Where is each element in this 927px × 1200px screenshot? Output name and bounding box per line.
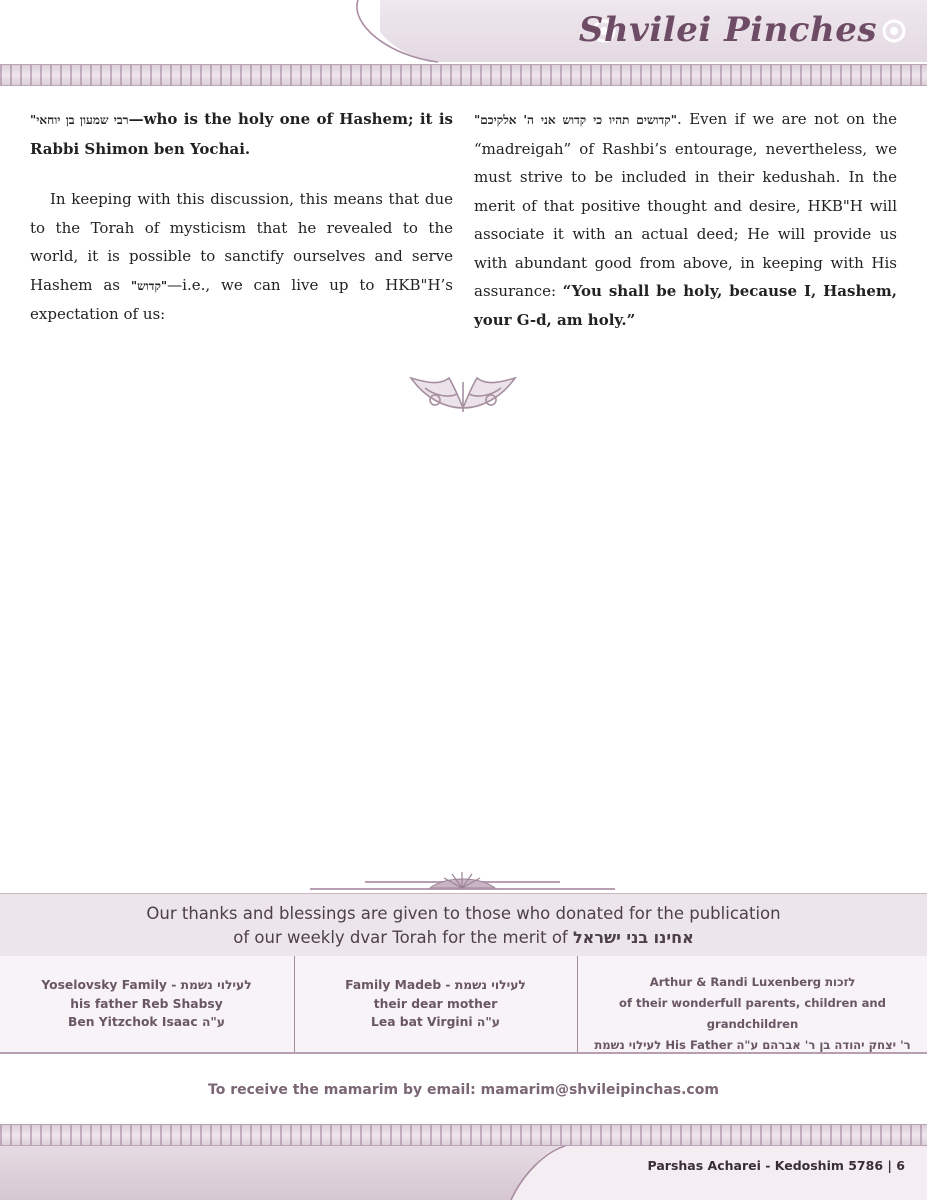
sponsor-line: Yoselovsky Family - לעילוי נשמת — [41, 978, 252, 992]
body-text: In keeping with this discussion, this means that due to the Torah of mysticism that he revealed to the world, it is possible to sanctify ourselves and serve Hashem as — [30, 190, 453, 294]
article-column-right — [474, 105, 897, 334]
email-info: To receive the mamarim by email: mamarim@shvileipinchas.com — [208, 1082, 719, 1098]
body-text: —i.e., we can live up to HKB"H’s expectation of us: — [30, 275, 453, 323]
thanks-line — [0, 928, 927, 947]
sponsor-line: Family Madeb - לעילוי נשמת — [345, 978, 526, 992]
hebrew-quote: "קדושים תהיו כי קדוש אני ה' אלקיכם" — [474, 113, 677, 127]
hebrew-quote: "רבי שמעון בן יוחאי — [30, 113, 129, 127]
sponsor-line: Lea bat Virgini ע"ה — [371, 1015, 500, 1029]
sponsor-line: Ben Yitzchok Isaac ע"ה — [68, 1015, 225, 1029]
sponsor-line: their dear mother — [373, 996, 498, 1011]
sponsor-line: his father Reb Shabsy — [70, 996, 223, 1011]
hebrew-quote: "קדוש" — [130, 278, 168, 293]
hebrew-text: אחינו בני ישראל — [572, 928, 694, 947]
thanks-text: of our weekly dvar Torah for the merit of — [233, 928, 573, 947]
bold-text: “You shall be holy, because I, Hashem, your G-d, am holy.” — [474, 282, 897, 329]
sponsor-cell — [577, 956, 927, 1052]
sponsor-cell — [294, 956, 576, 1052]
sponsor-line: לעילוי נשמת His Father ר' יצחק יהודה בן ר' אברהם ע"ה — [594, 1038, 911, 1052]
header-curve-ornament — [350, 0, 440, 64]
ornamental-border-top — [0, 64, 927, 86]
paragraph — [30, 185, 453, 329]
footer-page-info: Parshas Acharei - Kedoshim 5786 | 6 — [647, 1158, 905, 1173]
header-white-area — [0, 0, 380, 62]
fan-ornament-icon — [310, 868, 615, 894]
sponsor-cell — [0, 956, 293, 1052]
divider-ornament-icon — [405, 368, 521, 418]
paragraph — [474, 105, 897, 334]
ornamental-border-bottom — [0, 1124, 927, 1146]
sponsor-line: of their wonderfull parents, children and grandchildren — [619, 996, 886, 1031]
footer-curve-ornament — [505, 1146, 575, 1200]
footer-label-area — [560, 1146, 927, 1200]
brand-title: Shvilei Pinches — [578, 10, 877, 50]
sponsor-line: Arthur & Randi Luxenberg לזכות — [649, 975, 856, 989]
thanks-banner — [0, 893, 927, 957]
paragraph — [30, 105, 453, 163]
brand-swirl-icon — [879, 16, 909, 46]
bold-text: —who is the holy one of Hashem; it is Rabbi Shimon ben Yochai. — [30, 110, 453, 158]
thanks-line: Our thanks and blessings are given to those who donated for the publication — [146, 904, 781, 923]
article-column-left — [30, 105, 453, 329]
body-text: . Even if we are not on the “madreigah” of Rashbi’s entourage, nevertheless, we must strive to be included in their kedushah. In the merit of that positive thought and desire, HKB"H will associate it with an actual deed; He will provide us with abundant good from above, in keeping with His assurance: — [474, 110, 897, 300]
